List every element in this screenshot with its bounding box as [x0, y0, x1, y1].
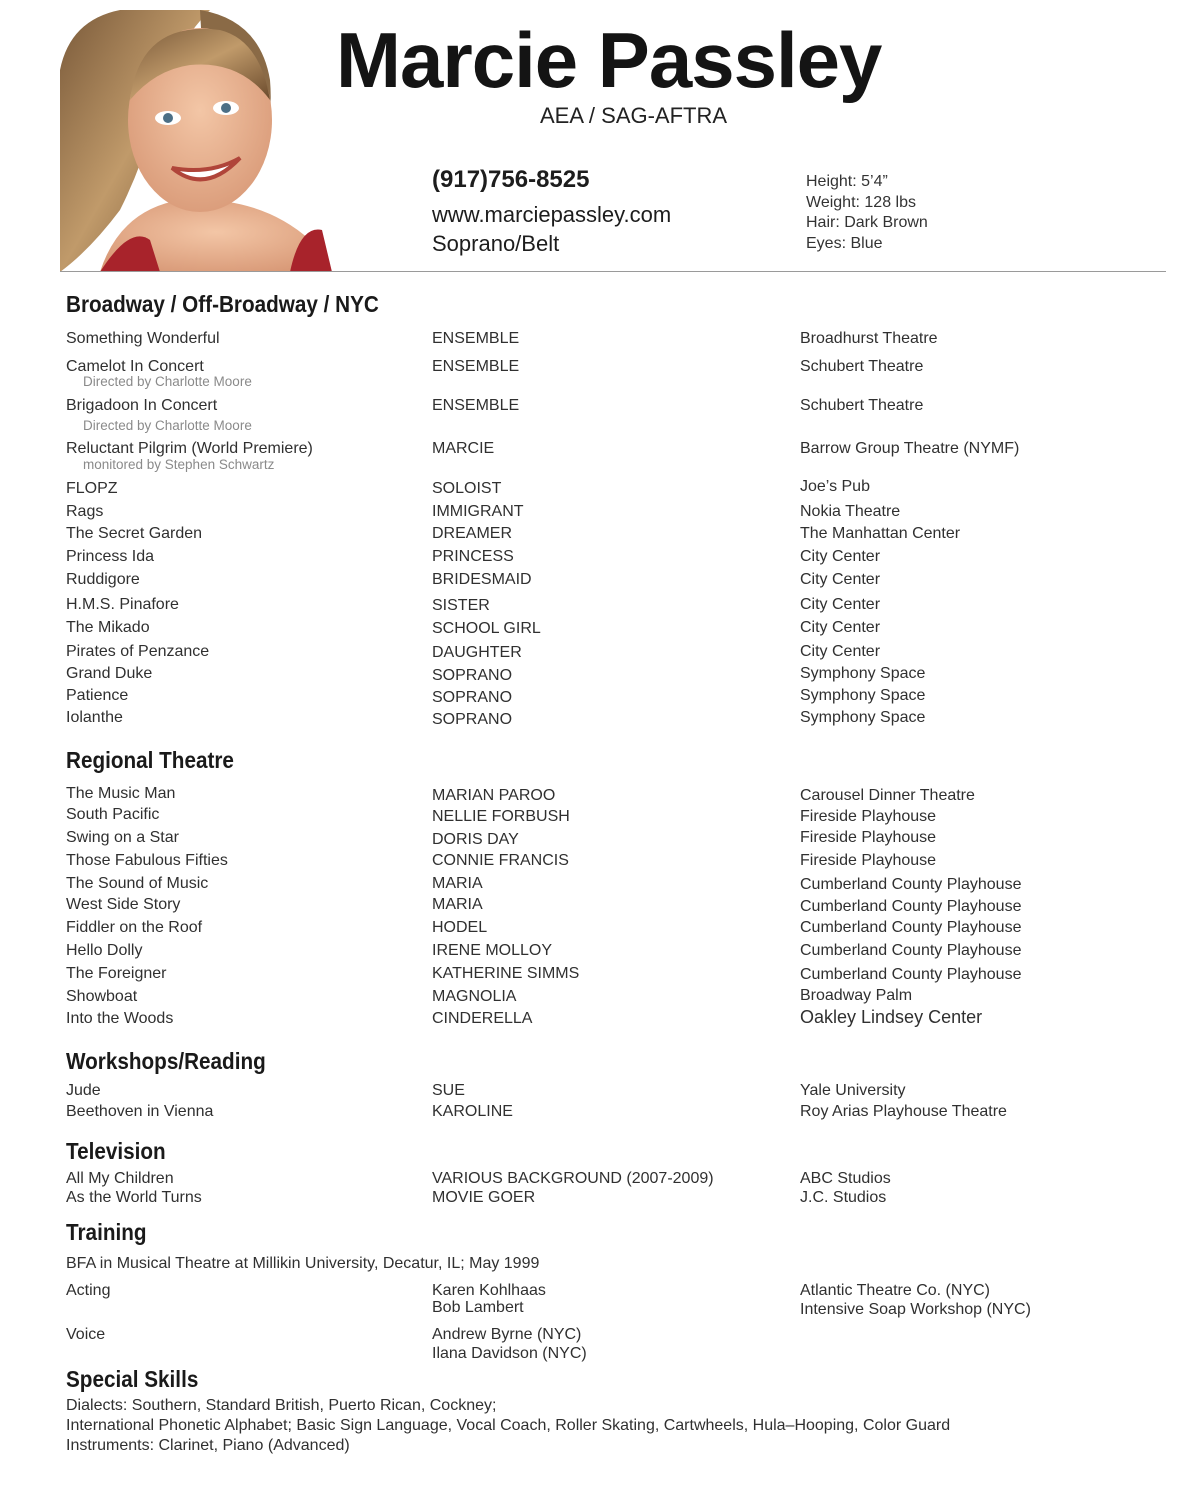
skills-instruments: Instruments: Clarinet, Piano (Advanced) [66, 1437, 350, 1454]
credit-role: MARIA [432, 875, 483, 892]
credit-venue: ABC Studios [800, 1170, 891, 1187]
credit-role: PRINCESS [432, 548, 514, 565]
credit-role: KAROLINE [432, 1103, 513, 1120]
credit-venue: Carousel Dinner Theatre [800, 787, 975, 804]
acting-teacher: Bob Lambert [432, 1299, 524, 1316]
credit-role: DAUGHTER [432, 644, 522, 661]
credit-show: H.M.S. Pinafore [66, 596, 179, 613]
credit-show: The Foreigner [66, 965, 167, 982]
credit-show: Fiddler on the Roof [66, 919, 203, 936]
credit-role: NELLIE FORBUSH [432, 808, 570, 825]
credit-role: SOLOIST [432, 480, 502, 497]
credit-role: SCHOOL GIRL [432, 620, 541, 637]
credit-venue: Fireside Playhouse [800, 829, 937, 846]
credit-venue: Fireside Playhouse [800, 852, 937, 869]
credit-role: SUE [432, 1082, 465, 1099]
credit-venue: Barrow Group Theatre (NYMF) [800, 440, 1020, 457]
credit-show: Showboat [66, 988, 138, 1005]
credit-venue: The Manhattan Center [800, 525, 961, 542]
credit-role: DREAMER [432, 525, 513, 542]
credit-show: Princess Ida [66, 548, 155, 565]
credit-role: SISTER [432, 597, 490, 614]
credit-show: Rags [66, 503, 104, 520]
credit-role: VARIOUS BACKGROUND (2007-2009) [432, 1170, 714, 1187]
credit-venue: Schubert Theatre [800, 397, 924, 414]
credit-venue: Symphony Space [800, 709, 926, 726]
website-link[interactable]: www.marciepassley.com [432, 202, 672, 227]
acting-teacher: Karen Kohlhaas [432, 1282, 546, 1299]
training-degree: BFA in Musical Theatre at Millikin University, Decatur, IL; May 1999 [66, 1255, 540, 1272]
credit-venue: J.C. Studios [800, 1189, 887, 1206]
actor-name: Marcie Passley [336, 16, 882, 104]
credit-venue: Nokia Theatre [800, 503, 901, 520]
stat-height: Height: 5’4” [806, 173, 888, 190]
acting-school: Intensive Soap Workshop (NYC) [800, 1301, 1031, 1318]
credit-show: Swing on a Star [66, 829, 179, 846]
credit-venue: City Center [800, 619, 881, 636]
credit-show: Something Wonderful [66, 330, 220, 347]
credit-role: HODEL [432, 919, 488, 936]
credit-show: Those Fabulous Fifties [66, 852, 228, 869]
credit-role: SOPRANO [432, 667, 513, 684]
credit-show: Grand Duke [66, 665, 153, 682]
credit-venue: Oakley Lindsey Center [800, 1007, 983, 1027]
credit-show: FLOPZ [66, 480, 118, 497]
credit-role: ENSEMBLE [432, 330, 520, 347]
stat-eyes: Eyes: Blue [806, 234, 883, 252]
credit-venue: City Center [800, 596, 881, 613]
credit-role: MARCIE [432, 440, 495, 457]
credit-show: As the World Turns [66, 1189, 202, 1206]
header-divider [60, 271, 1166, 272]
credit-show: Hello Dolly [66, 942, 143, 959]
credit-show: Camelot In Concert [66, 358, 204, 375]
credit-venue: Cumberland County Playhouse [800, 919, 1022, 936]
credit-role: IMMIGRANT [432, 503, 524, 520]
credit-venue: Broadway Palm [800, 987, 913, 1004]
stat-weight: Weight: 128 lbs [806, 193, 916, 211]
credit-venue: Broadhurst Theatre [800, 330, 938, 347]
section-regional: Regional Theatre [66, 747, 234, 773]
skills-general: International Phonetic Alphabet; Basic Sign Language, Vocal Coach, Roller Skating, Cartwheels, Hula–Hooping, Color Guard [66, 1417, 951, 1434]
credit-show: Reluctant Pilgrim (World Premiere) [66, 440, 313, 457]
physical-stats [806, 172, 928, 254]
credit-role: MARIAN PAROO [432, 787, 556, 804]
voice-teacher: Andrew Byrne (NYC) [432, 1326, 582, 1343]
credit-show: South Pacific [66, 806, 160, 823]
credit-role: SOPRANO [432, 689, 513, 706]
credit-show: All My Children [66, 1170, 174, 1187]
credit-show: The Secret Garden [66, 525, 203, 542]
credit-show: Into the Woods [66, 1010, 174, 1027]
credit-venue: Joe’s Pub [800, 478, 870, 495]
credit-venue: Cumberland County Playhouse [800, 898, 1022, 915]
credit-role: ENSEMBLE [432, 397, 520, 414]
credit-show: Beethoven in Vienna [66, 1103, 214, 1120]
credit-role: ENSEMBLE [432, 358, 520, 375]
credit-venue: Roy Arias Playhouse Theatre [800, 1103, 1007, 1120]
credit-show: Ruddigore [66, 571, 140, 588]
credit-show: Patience [66, 687, 129, 704]
credit-venue: City Center [800, 643, 881, 660]
credit-venue: City Center [800, 548, 881, 565]
credit-role: SOPRANO [432, 711, 513, 728]
credit-role: MOVIE GOER [432, 1189, 536, 1206]
phone-number[interactable]: (917)756-8525 [432, 166, 590, 193]
credit-role: DORIS DAY [432, 831, 519, 848]
credit-show: The Sound of Music [66, 875, 209, 892]
credit-role: CINDERELLA [432, 1010, 533, 1027]
credit-venue: Schubert Theatre [800, 358, 924, 375]
section-television: Television [66, 1138, 166, 1164]
credit-show: Pirates of Penzance [66, 643, 210, 660]
credit-show: West Side Story [66, 896, 181, 913]
credit-role: MAGNOLIA [432, 988, 517, 1005]
acting-school: Atlantic Theatre Co. (NYC) [800, 1282, 990, 1299]
credit-director-note: Directed by Charlotte Moore [83, 374, 252, 389]
credit-show: The Music Man [66, 785, 176, 802]
training-acting-label: Acting [66, 1282, 111, 1299]
credit-venue: Symphony Space [800, 687, 926, 704]
voice-type: Soprano/Belt [432, 231, 560, 256]
skills-dialects: Dialects: Southern, Standard British, Puerto Rican, Cockney; [66, 1397, 497, 1414]
credit-role: CONNIE FRANCIS [432, 852, 569, 869]
credit-role: BRIDESMAID [432, 571, 532, 588]
credit-venue: Symphony Space [800, 665, 926, 682]
credit-show: Brigadoon In Concert [66, 397, 218, 414]
voice-teacher: Ilana Davidson (NYC) [432, 1345, 587, 1362]
credit-director-note: monitored by Stephen Schwartz [83, 457, 275, 472]
section-workshops: Workshops/Reading [66, 1048, 266, 1074]
credit-show: The Mikado [66, 619, 150, 636]
section-broadway: Broadway / Off-Broadway / NYC [66, 291, 379, 317]
credit-director-note: Directed by Charlotte Moore [83, 418, 252, 433]
union-affiliations: AEA / SAG-AFTRA [540, 103, 728, 128]
training-voice-label: Voice [66, 1326, 106, 1343]
headshot-photo [60, 10, 332, 272]
credit-venue: Cumberland County Playhouse [800, 942, 1022, 959]
credit-role: KATHERINE SIMMS [432, 965, 580, 982]
section-training: Training [66, 1219, 147, 1245]
credit-venue: Cumberland County Playhouse [800, 876, 1022, 893]
credit-venue: Yale University [800, 1082, 906, 1099]
credit-show: Iolanthe [66, 709, 123, 726]
credit-venue: Fireside Playhouse [800, 808, 937, 825]
credit-venue: Cumberland County Playhouse [800, 966, 1022, 983]
section-special-skills: Special Skills [66, 1366, 199, 1392]
credit-show: Jude [66, 1082, 101, 1099]
credit-role: MARIA [432, 896, 483, 913]
credit-role: IRENE MOLLOY [432, 942, 553, 959]
stat-hair: Hair: Dark Brown [806, 214, 928, 231]
credit-venue: City Center [800, 571, 881, 588]
